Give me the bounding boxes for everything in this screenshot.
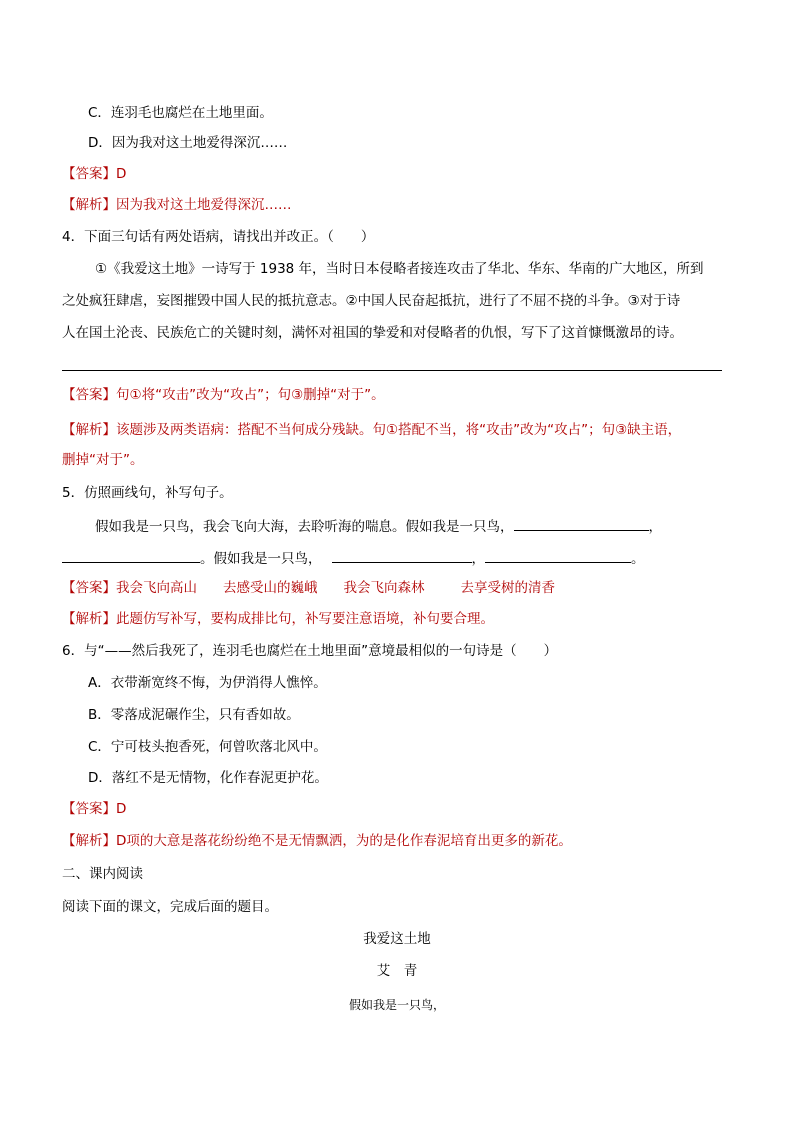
option-a: A．衣带渐宽终不悔，为伊消得人憔悴。 (88, 675, 327, 691)
poem-title: 我爱这土地 (363, 931, 431, 947)
answer-text: D (116, 801, 127, 817)
option-d: D．落红不是无情物，化作春泥更护花。 (88, 770, 328, 786)
poem-first-line: 假如我是一只鸟， (348, 998, 445, 1012)
q6-stem: 6．与“——然后我死了，连羽毛也腐烂在土地里面”意境最相似的一句诗是（ ） (62, 643, 558, 659)
option-b: B．零落成泥碾作尘，只有香如故。 (88, 707, 300, 723)
q5-given-sentence: 假如我是一只鸟，我会飞向大海，去聆听海的喘息。假如我是一只鸟， (95, 519, 514, 535)
analysis-label: 【解析】 (62, 422, 116, 438)
reading-instruction: 阅读下面的课文，完成后面的题目。 (62, 899, 278, 915)
q3-analysis (62, 195, 292, 215)
q4-passage-line-3: 人在国土沦丧、民族危亡的关键时刻，满怀对祖国的挚爱和对侵略者的仇恨，写下了这首慷慨激昂的诗。 (62, 325, 683, 341)
analysis-label: 【解析】 (62, 833, 116, 849)
answer-part-1: 我会飞向高山 (116, 580, 197, 596)
q5-stem: 5．仿照画线句，补写句子。 (62, 485, 233, 501)
fill-blank-3[interactable] (332, 548, 472, 563)
answer-part-4: 去享受树的清香 (460, 580, 555, 596)
q4-passage-line-2: 之处疯狂肆虐，妄图摧毁中国人民的抵抗意志。②中国人民奋起抵抗，进行了不屈不挠的斗争。③对于诗 (62, 293, 681, 309)
answer-label: 【答案】 (62, 166, 116, 182)
q4-stem: 4．下面三句话有两处语病，请找出并改正。（ ） (62, 229, 375, 245)
comma: ， (471, 551, 485, 567)
answer-label: 【答案】 (62, 580, 116, 596)
q6-answer (62, 799, 126, 819)
answer-text: D (116, 166, 127, 182)
option-c: C．连羽毛也腐烂在土地里面。 (88, 105, 273, 121)
analysis-text: 因为我对这土地爱得深沉…… (116, 197, 292, 213)
answer-label: 【答案】 (62, 801, 116, 817)
analysis-label: 【解析】 (62, 197, 116, 213)
answer-part-3: 我会飞向森林 (343, 580, 425, 596)
q5-analysis (62, 609, 494, 629)
q5-answer (62, 578, 555, 598)
answer-writing-line (62, 370, 722, 371)
poem-author: 艾 青 (376, 963, 418, 979)
analysis-text: 此题仿写补写，要构成排比句，补写要注意语境，补句要合理。 (116, 611, 494, 627)
fill-blank-2[interactable] (62, 548, 200, 563)
analysis-label: 【解析】 (62, 611, 116, 627)
answer-part-2: 去感受山的巍峨 (223, 580, 318, 596)
q5-passage-line-1 (95, 516, 662, 537)
comma: ， (648, 519, 662, 535)
answer-label: 【答案】 (62, 387, 116, 403)
fill-blank-4[interactable] (485, 548, 631, 563)
analysis-text: 该题涉及两类语病：搭配不当何成分残缺。句①搭配不当，将“攻击”改为“攻占”；句③缺主语， (116, 422, 682, 438)
q3-answer (62, 164, 126, 184)
answer-text: 句①将“攻击”改为“攻占”；句③删掉“对于”。 (116, 387, 385, 403)
fill-blank-1[interactable] (514, 516, 649, 531)
q4-analysis (62, 420, 681, 440)
section-heading: 二、课内阅读 (62, 866, 143, 882)
q5-passage-line-2 (62, 548, 645, 569)
q4-answer (62, 385, 385, 405)
q5-second-prompt: 。假如我是一只鸟， (200, 551, 322, 567)
q4-passage-line-1: ①《我爱这土地》一诗写于 1938 年，当时日本侵略者接连攻击了华北、华东、华南的广大地区，所到 (95, 261, 704, 277)
analysis-text: D项的大意是落花纷纷绝不是无情飘洒，为的是化作春泥培育出更多的新花。 (116, 833, 572, 849)
q4-analysis-continued: 删掉“对于”。 (62, 452, 144, 468)
option-c: C．宁可枝头抱香死，何曾吹落北风中。 (88, 739, 327, 755)
q6-analysis (62, 831, 572, 851)
option-d: D．因为我对这土地爱得深沉…… (88, 135, 288, 151)
period: 。 (631, 551, 645, 567)
